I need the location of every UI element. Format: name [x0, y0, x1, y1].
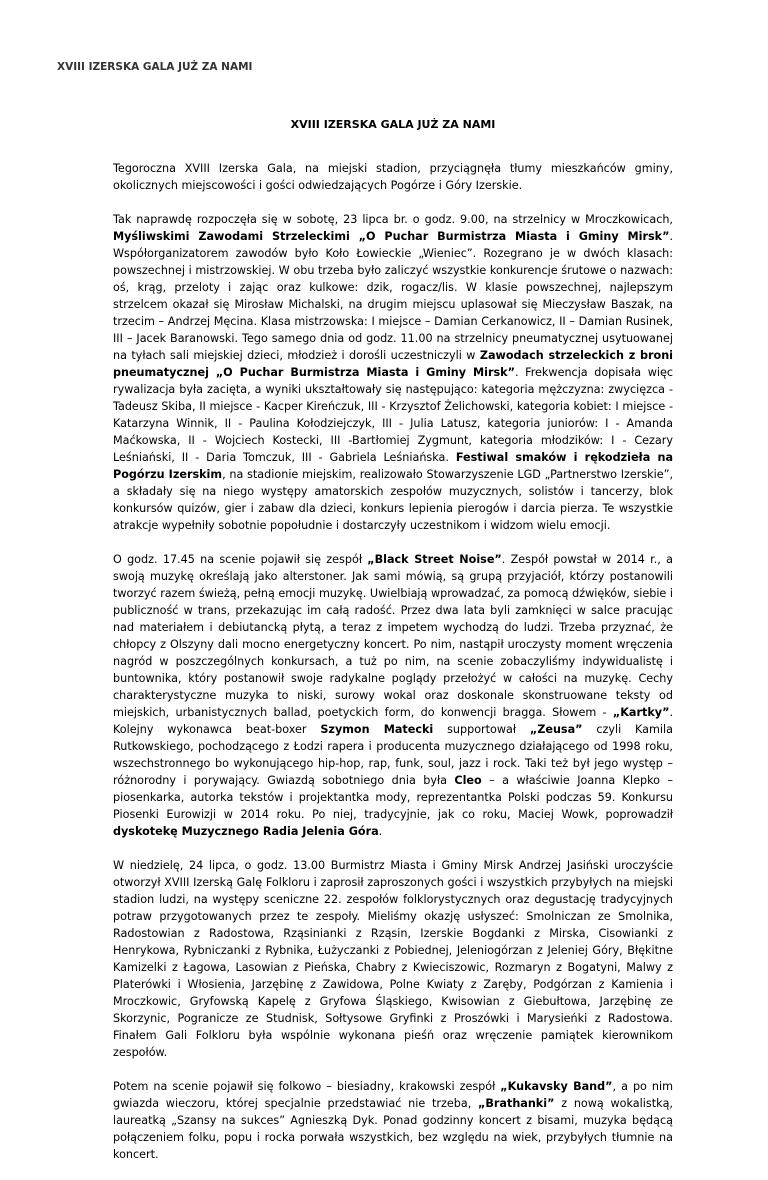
bold-artist-zeus: „Zeusa” — [529, 723, 583, 736]
bold-band-kukavsky: „Kukavsky Band” — [500, 1080, 613, 1093]
bold-event-pneumatic-competition: Zawodach strzeleckich z broni pneumatycznej „O Puchar Burmistrza Miasta i Gminy Mirsk” — [113, 349, 674, 379]
page-header-label: XVIII IZERSKA GALA JUŻ ZA NAMI — [57, 61, 253, 73]
text-run: Tak naprawdę rozpoczęła się w sobotę, 23 lipca br. o godz. 9.00, na strzelnicy w Mroczkowicach, — [113, 213, 673, 226]
text-run: . Zespół powstał w 2014 r., a swoją muzykę określają jako alterstoner. Jak sami mówią, są grupą przyjaciół, którzy postanowili tworzyć razem świeżą, pełną emocji muzykę. Uwielbiają wprowadzać, za pomocą dźwięków, siebie i publiczność w trans, przekazując im całą radość. Przez dwa lata byli zamknięci w salce pracując nad materiałem i debiutancką płytą, a teraz z impetem wychodzą do ludzi. Trzeba przyznać, że chłopcy z Olszyny dali mocno energetyczny koncert. Po nim, nastąpił uroczysty moment wręczenia nagród w poszczególnych konkursach, a tuż po nim, na scenie zobaczyliśmy indywidualistę i buntownika, który postanowił swoje radykalne poglądy przełożyć w całości na muzykę. Cechy charakterystyczne muzyka to niski, surowy wokal oraz doskonale skonstruowane teksty od miejskich, urbanistycznych ballad, poetyckich form, do konwencji bragga. Słowem - — [113, 553, 673, 719]
bold-artist-szymon-matecki: Szymon Matecki — [320, 723, 434, 736]
text-run: – a właściwie Joanna Klepko – piosenkarka, autorka tekstów i projektantka mody, reprezentantka Polski podczas 59. Konkursu Piosenki Eurowizji w 2014 roku. Po niej, tradycyjnie, jak co roku, Maciej Wowk, poprowadził — [113, 774, 673, 821]
text-run: , a po nim gwiazda wieczoru, której specjalnie przedstawiać nie trzeba, — [113, 1080, 673, 1110]
text-run: supportował — [433, 723, 530, 736]
paragraph-sunday-concerts — [113, 1078, 673, 1163]
paragraph-intro: Tegoroczna XVIII Izerska Gala, na miejski stadion, przyciągnęła tłumy mieszkańców gminy, okolicznych miejscowości i gości odwiedzających Pogórze i Góry Izerskie. — [113, 162, 673, 192]
bold-artist-kartky: „Kartky” — [612, 706, 670, 719]
text-run: czyli Kamila Rutkowskiego, pochodzącego z Łodzi rapera i producenta muzycznego działającego od 1998 roku, wszechstronnego bo wykonującego hip-hop, rap, funk, soul, jazz i rock. Taki też był jego występ – różnorodny i porywający. Gwiazdą sobotniego dnia była — [113, 723, 673, 787]
bold-artist-cleo: Cleo — [454, 774, 482, 787]
bold-event-disco: dyskotekę Muzycznego Radia Jelenia Góra — [113, 825, 379, 838]
text-run: . Współorganizatorem zawodów było Koło Łowieckie „Wieniec”. Rozegrano je w dwóch klasach: powszechnej i mistrzowskiej. W obu trzeba było zaliczyć wszystkie konkurencje śrutowe o nazwach: oś, krąg, przeloty i zając oraz kulkowe: dzik, rogacz/lis. W klasie powszechnej, najlepszym strzelcem okazał się Mirosław Michalski, na drugim miejscu uplasował się Mieczysław Baszak, na trzecim – Andrzej Męcina. Klasa mistrzowska: I miejsce – Damian Cerkanowicz, II – Damian Rusinek, III – Jacek Baranowski. Tego samego dnia od godz. 11.00 na strzelnicy pneumatycznej usytuowanej na tyłach sali miejskiej dzieci, młodzież i dorośli uczestniczyli w — [113, 230, 673, 362]
bold-band-brathanki: „Brathanki” — [478, 1097, 555, 1110]
text-run: . Frekwencja dopisała więc rywalizacja była zacięta, a wyniki ukształtowały się następująco: kategoria mężczyzna: zwycięzca - Tadeusz Skiba, II miejsce - Kacper Kireńczuk, III - Krzysztof Żelichowski, kategoria kobiet: I miejsce - Katarzyna Winnik, II - Paulina Kołodziejczyk, III - Julia Latusz, kategoria juniorów: I - Amanda Maćkowska, II - Wojciech Kostecki, III -Bartłomiej Zygmunt, kategoria młodzików: I - Cezary Leśniański, II - Daria Tomczuk, III - Gabriela Leśniańska. — [113, 366, 673, 464]
article — [113, 116, 673, 1180]
paragraph-saturday-concerts — [113, 551, 673, 840]
text-run: . — [378, 825, 383, 838]
text-run: z nową wokalistką, laureatką „Szansy na sukces” Agnieszką Dyk. Ponad godzinny koncert z bisami, muzyka będącą połączeniem folku, popu i rocka porwała wszystkich, bez względu na wiek, przybyłych tłumnie na koncert. — [113, 1097, 673, 1161]
article-title: XVIII IZERSKA GALA JUŻ ZA NAMI — [290, 118, 496, 131]
text-run: , na stadionie miejskim, realizowało Stowarzyszenie LGD „Partnerstwo Izerskie”, a składały się na niego występy amatorskich zespołów muzycznych, solistów i tancerzy, blok konkursów quizów, gier i zabaw dla dzieci, konkurs lepienia pierogów i darcia pierza. Te wszystkie atrakcje wypełniły sobotnie popołudnie i dostarczyły uczestnikom i widzom wielu emocji. — [113, 468, 674, 532]
text-run: Potem na scenie pojawił się folkowo – biesiadny, krakowski zespół — [113, 1080, 501, 1093]
text-run: O godz. 17.45 na scenie pojawił się zespół — [113, 553, 368, 566]
bold-band-black-street-noise: „Black Street Noise” — [367, 553, 502, 566]
bold-event-hunting-competition: Myśliwskimi Zawodami Strzeleckimi „O Puchar Burmistrza Miasta i Gminy Mirsk” — [113, 230, 670, 243]
bold-event-festival: Festiwal smaków i rękodzieła na Pogórzu Izerskim — [113, 451, 673, 481]
paragraph-sunday-folklore: W niedzielę, 24 lipca, o godz. 13.00 Burmistrz Miasta i Gminy Mirsk Andrzej Jasiński uroczyście otworzył XVIII Izerską Galę Folkloru i zaprosił zaproszonych gości i wszystkich przybyłych na miejski stadion ludzi, na występy sceniczne 22. zespołów folklorystycznych oraz degustację tradycyjnych potraw przygotowanych przez te zespoły. Mieliśmy okazję usłyszeć: Smolniczan ze Smolnika, Radostowian z Radostowa, Rząsinianki z Rząsin, Izerskie Bogdanki z Mirska, Cisowianki z Henrykowa, Rybniczanki z Rybnika, Łużyczanki z Pobiednej, Jeleniogórzan z Jeleniej Góry, Błękitne Kamizelki z Łagowa, Lasowian z Pieńska, Chabry z Kwieciszowic, Rozmaryn z Bogatyni, Malwy z Platerówki i Włosienia, Jarzębinę z Zawidowa, Polne Kwiaty z Zaręby, Podgórzan z Kamienia i Mroczkowic, Gryfowską Kapelę z Gryfowa Śląskiego, Kwisowian z Giebułtowa, Jarzębinę ze Skorzynic, Pogranicze ze Studnisk, Sołtysowe Gryfinki z Proszówki i Marysieńki z Radostowa. Finałem Gali Folkloru była wspólnie wykonana pieśń oraz wręczenie pamiątek kierownikom zespołów. — [113, 859, 673, 1059]
paragraph-saturday-competitions — [113, 211, 673, 534]
text-run: . Kolejny wykonawca beat-boxer — [113, 706, 673, 736]
